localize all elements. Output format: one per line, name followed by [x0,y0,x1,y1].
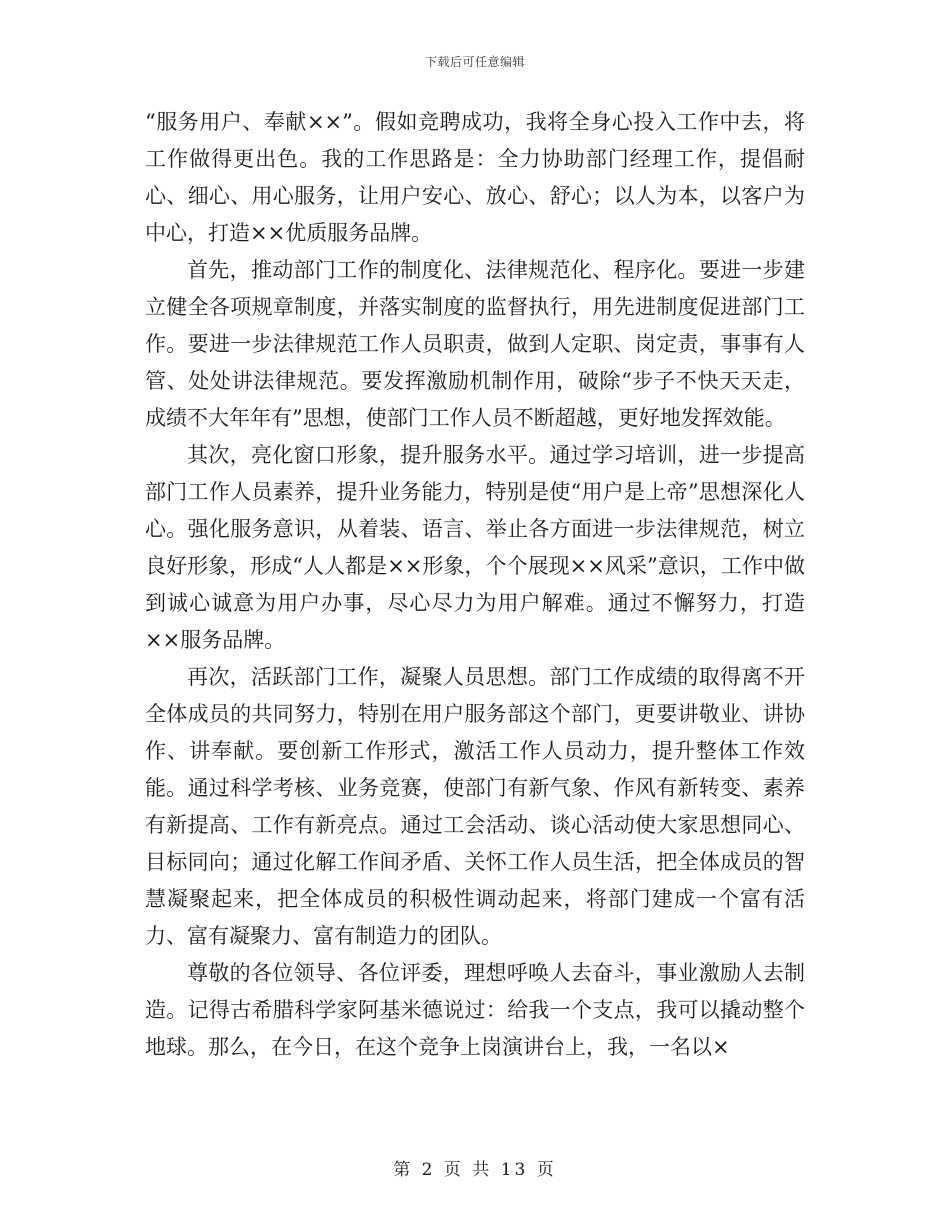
page-number-footer: 第 2 页 共 13 页 [393,1160,557,1180]
paragraph-continuation: “服务用户、奉献××”。假如竞聘成功，我将全身心投入工作中去，将工作做得更出色。我的工作思路是：全力协助部门经理工作，提倡耐心、细心、用心服务，让用户安心、放心、舒心；以人为本，以客户为中心，打造××优质服务品牌。 [145,110,805,245]
document-body [145,104,805,1066]
paragraph-first-point: 首先，推动部门工作的制度化、法律规范化、程序化。要进一步建立健全各项规章制度，并落实制度的监督执行，用先进制度促进部门工作。要进一步法律规范工作人员职责，做到人定职、岗定责，事事有人管、处处讲法律规范。要发挥激励机制作用，破除“步子不快天天走，成绩不大年年有”思想，使部门工作人员不断超越，更好地发挥效能。 [145,258,805,430]
page-header: 下载后可任意编辑 [424,55,525,69]
paragraph-third-point: 再次，活跃部门工作，凝聚人员思想。部门工作成绩的取得离不开全体成员的共同努力，特别在用户服务部这个部门，更要讲敬业、讲协作、讲奉献。要创新工作形式，激活工作人员动力，提升整体工作效能。通过科学考核、业务竞赛，使部门有新气象、作风有新转变、素养有新提高、工作有新亮点。通过工会活动、谈心活动使大家思想同心、目标同向；通过化解工作间矛盾、关怀工作人员生活，把全体成员的智慧凝聚起来，把全体成员的积极性调动起来，将部门建成一个富有活力、富有凝聚力、富有制造力的团队。 [145,665,805,948]
paragraph-second-point: 其次，亮化窗口形象，提升服务水平。通过学习培训，进一步提高部门工作人员素养，提升业务能力，特别是使“用户是上帝”思想深化人心。强化服务意识，从着装、语言、举止各方面进一步法律规范，树立良好形象，形成“人人都是××形象，个个展现××风采”意识，工作中做到诚心诚意为用户办事，尽心尽力为用户解难。通过不懈努力，打造××服务品牌。 [145,443,805,652]
paragraph-closing: 尊敬的各位领导、各位评委，理想呼唤人去奋斗，事业激励人去制造。记得古希腊科学家阿基米德说过：给我一个支点，我可以撬动整个地球。那么，在今日，在这个竞争上岗演讲台上，我，一名以× [145,961,805,1059]
